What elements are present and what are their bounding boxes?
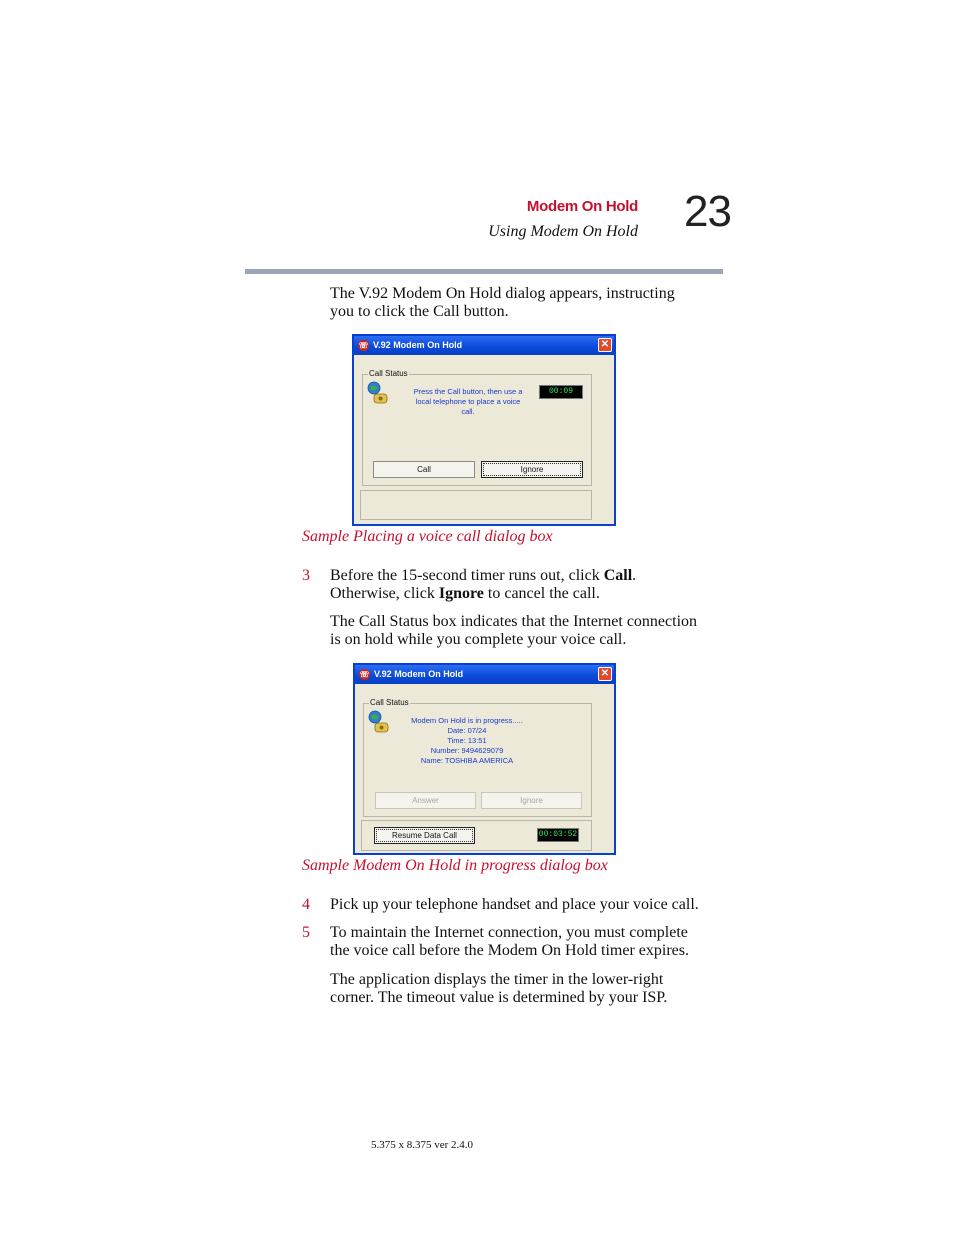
step-3-line-1: Before the 15-second timer runs out, click Call. — [330, 567, 637, 584]
step-3-line-2: Otherwise, click Ignore to cancel the call. — [330, 585, 600, 602]
hold-timer: 00:03:52 — [537, 828, 579, 842]
chapter-title: Modem On Hold — [526, 198, 638, 215]
intro-paragraph — [330, 285, 730, 321]
app-icon: ☏ — [359, 670, 370, 679]
call-button[interactable]: Call — [373, 461, 475, 478]
caption-on-hold: Sample Modem On Hold in progress dialog box — [302, 857, 608, 874]
instruction-line-2: local telephone to place a voice — [415, 397, 521, 406]
on-hold-dialog — [353, 663, 616, 855]
dialog-titlebar — [354, 336, 614, 355]
step-3-number: 3 — [302, 567, 310, 584]
date-line: Date: 07/24 — [447, 726, 487, 735]
call-status-label: Call Status — [370, 698, 409, 707]
time-line: Time: 13:51 — [447, 736, 487, 745]
ignore-button[interactable]: Ignore — [481, 461, 583, 478]
section-title: Using Modem On Hold — [488, 223, 638, 240]
name-line: Name: TOSHIBA AMERICA — [420, 756, 514, 765]
placing-call-dialog — [352, 334, 616, 526]
page-number: 23 — [684, 187, 731, 236]
step-5-number: 5 — [302, 924, 310, 941]
timer-line-1: The application displays the timer in the lower-right — [330, 971, 664, 988]
close-button[interactable]: ✕ — [598, 338, 612, 352]
footer-version: 5.375 x 8.375 ver 2.4.0 — [371, 1139, 474, 1151]
answer-button[interactable]: Answer — [375, 792, 476, 809]
close-button[interactable]: ✕ — [598, 667, 612, 681]
call-status-label: Call Status — [369, 369, 408, 378]
phone-globe-icon — [367, 381, 389, 405]
header-rule — [245, 269, 723, 274]
dialog-title: V.92 Modem On Hold — [373, 340, 463, 350]
number-line: Number: 9494629079 — [430, 746, 504, 755]
step-4-number: 4 — [302, 896, 310, 913]
dialog-title: V.92 Modem On Hold — [374, 669, 464, 679]
intro-line-1: The V.92 Modem On Hold dialog appears, instructing — [330, 285, 675, 302]
call-status-paragraph — [330, 613, 730, 649]
intro-line-2: you to click the Call button. — [330, 303, 509, 320]
countdown-timer: 00:09 — [539, 385, 583, 399]
instruction-line-1: Press the Call button, then use a — [413, 387, 523, 396]
step-4-text: Pick up your telephone handset and place your voice call. — [330, 896, 699, 913]
status-panel — [360, 490, 592, 520]
dialog-titlebar — [355, 665, 614, 684]
app-icon: ☏ — [358, 341, 369, 350]
step-3-text — [330, 567, 730, 603]
instruction-message — [403, 387, 533, 417]
step-5-line-2: the voice call before the Modem On Hold timer expires. — [330, 942, 689, 959]
timer-paragraph — [330, 971, 730, 1007]
timer-line-2: corner. The timeout value is determined by your ISP. — [330, 989, 668, 1006]
progress-line: Modem On Hold is in progress..... — [411, 716, 523, 725]
ignore-button[interactable]: Ignore — [481, 792, 582, 809]
resume-data-call-button[interactable]: Resume Data Call — [374, 827, 475, 844]
caption-placing-call: Sample Placing a voice call dialog box — [302, 528, 553, 545]
call-status-line-2: is on hold while you complete your voice call. — [330, 631, 627, 648]
step-5-text — [330, 924, 730, 960]
phone-globe-icon — [368, 710, 390, 734]
call-status-group — [362, 369, 592, 486]
step-5-line-1: To maintain the Internet connection, you must complete — [330, 924, 688, 941]
call-status-line-1: The Call Status box indicates that the Internet connection — [330, 613, 698, 630]
call-info-message — [402, 716, 532, 766]
resume-panel — [361, 820, 592, 851]
instruction-line-3: call. — [461, 407, 475, 416]
call-status-group — [363, 698, 592, 817]
